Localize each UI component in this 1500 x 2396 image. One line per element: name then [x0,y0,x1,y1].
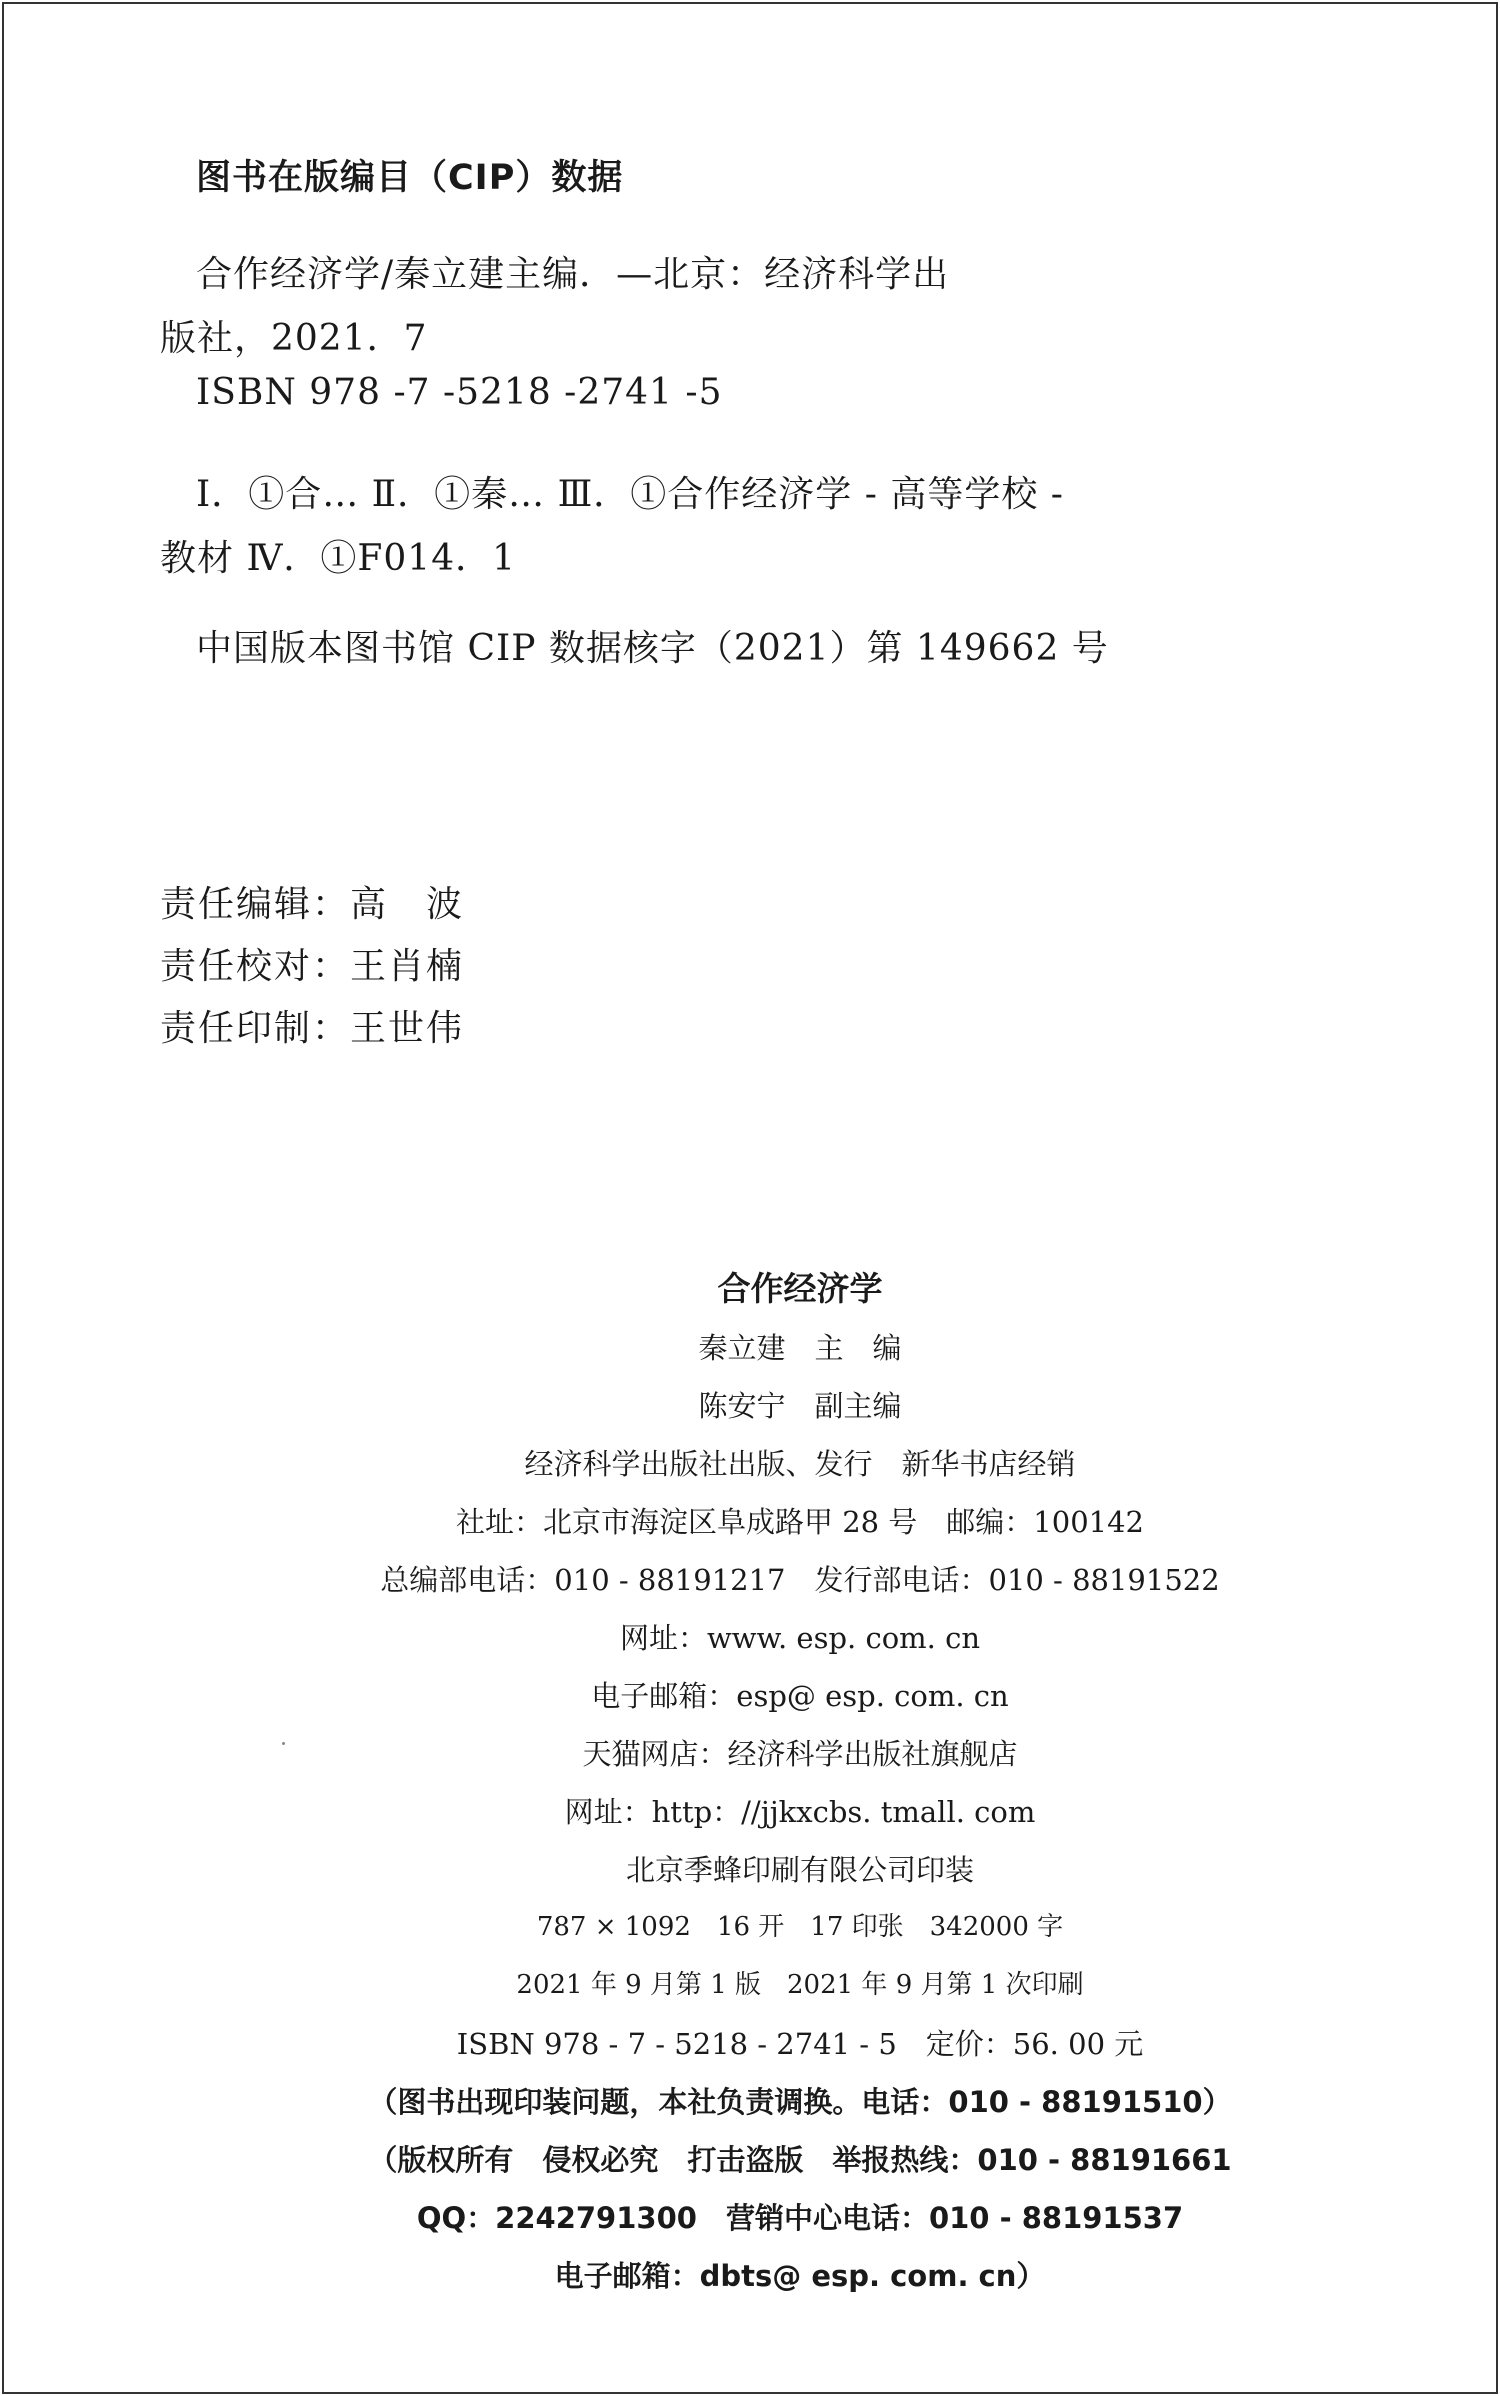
colophon-publisher: 经济科学出版社出版、发行 新华书店经销 [524,1447,1076,1481]
colophon-email: 电子邮箱：esp@ esp. com. cn [591,1679,1009,1713]
colophon-edition: 2021 年 9 月第 1 版 2021 年 9 月第 1 次印刷 [516,1970,1084,2000]
stray-dot [282,1742,285,1745]
colophon-isbn-price: ISBN 978 - 7 - 5218 - 2741 - 5 定价：56. 00 元 [456,2027,1144,2061]
cip-subject-line1: Ⅰ．①合… Ⅱ．①秦… Ⅲ．①合作经济学 - 高等学校 - [196,474,1064,515]
cip-heading: 图书在版编目（CIP）数据 [196,158,624,198]
cip-entry-line1: 合作经济学/秦立建主编．—北京：经济科学出 [196,254,950,295]
colophon-notice-copyright: （版权所有 侵权必究 打击盗版 举报热线：010 - 88191661 [368,2143,1232,2177]
colophon-tmall: 天猫网店：经济科学出版社旗舰店 [582,1737,1018,1771]
cip-entry-line2: 版社，2021．7 [160,318,428,359]
staff-printing: 责任印制：王世伟 [160,1008,465,1049]
colophon-printer: 北京季蜂印刷有限公司印装 [625,1853,974,1887]
colophon-specs: 787 × 1092 16 开 17 印张 342000 字 [536,1912,1064,1942]
colophon-phones: 总编部电话：010 - 88191217 发行部电话：010 - 88191522 [380,1563,1220,1597]
staff-proofreader: 责任校对：王肖楠 [160,946,465,987]
colophon-website: 网址：www. esp. com. cn [619,1621,981,1655]
colophon-notice-qq: QQ：2242791300 营销中心电话：010 - 88191537 [416,2201,1184,2235]
colophon-notice-print: （图书出现印装问题，本社负责调换。电话：010 - 88191510） [368,2085,1232,2119]
colophon-notice-email: 电子邮箱：dbts@ esp. com. cn） [554,2259,1046,2293]
colophon-tmall-url: 网址：http：//jjkxcbs. tmall. com [564,1795,1036,1829]
colophon-title: 合作经济学 [717,1269,883,1308]
cip-record-number: 中国版本图书馆 CIP 数据核字（2021）第 149662 号 [196,628,1109,669]
colophon-deputy-editor: 陈安宁 副主编 [698,1389,902,1423]
cip-isbn: ISBN 978 -7 -5218 -2741 -5 [196,372,723,413]
staff-editor: 责任编辑：高 波 [160,884,465,925]
colophon-chief-editor: 秦立建 主 编 [698,1331,902,1365]
cip-subject-line2: 教材 Ⅳ．①F014．1 [160,538,517,579]
colophon-address: 社址：北京市海淀区阜成路甲 28 号 邮编：100142 [455,1505,1145,1539]
